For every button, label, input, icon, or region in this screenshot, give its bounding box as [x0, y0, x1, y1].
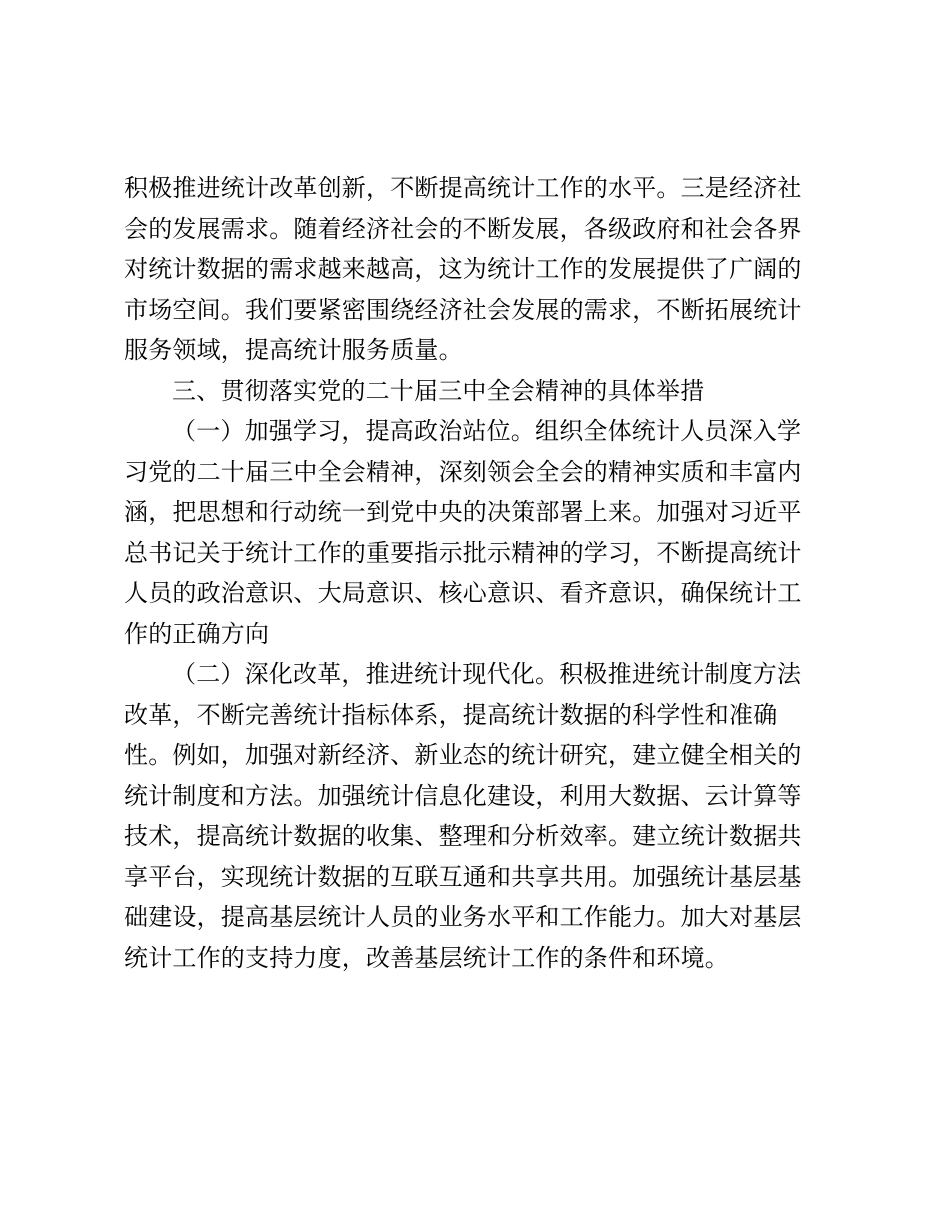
text-line: 人员的政治意识、大局意识、核心意识、看齐意识，确保统计工 — [124, 579, 802, 607]
text-line: 统计制度和方法。加强统计信息化建设，利用大数据、云计算等 — [124, 781, 802, 810]
subsection-heading-line: （二）深化改革，推进统计现代化。积极推进统计制度方法 — [172, 660, 802, 688]
text-line: 总书记关于统计工作的重要指示批示精神的学习，不断提高统计 — [124, 538, 802, 567]
section-heading: 三、贯彻落实党的二十届三中全会精神的具体举措 — [172, 376, 705, 405]
text-line: 享平台，实现统计数据的互联互通和共享共用。加强统计基层基 — [124, 862, 802, 891]
text-line: 础建设，提高基层统计人员的业务水平和工作能力。加大对基层 — [124, 903, 802, 931]
text-line: 涵，把思想和行动统一到党中央的决策部署上来。加强对习近平 — [124, 498, 802, 526]
text-line: 改革，不断完善统计指标体系，提高统计数据的科学性和准确 — [124, 700, 778, 729]
subsection-heading-line: （一）加强学习，提高政治站位。组织全体统计人员深入学 — [172, 417, 802, 445]
text-line: 作的正确方向 — [124, 619, 270, 648]
text-line: 技术，提高统计数据的收集、整理和分析效率。建立统计数据共 — [124, 822, 802, 850]
text-line: 市场空间。我们要紧密围绕经济社会发展的需求，不断拓展统计 — [124, 295, 802, 324]
text-line: 对统计数据的需求越来越高，这为统计工作的发展提供了广阔的 — [124, 255, 802, 283]
text-line: 积极推进统计改革创新，不断提高统计工作的水平。三是经济社 — [124, 174, 802, 202]
document-body — [124, 168, 844, 978]
text-line: 服务领域，提高统计服务质量。 — [124, 336, 463, 364]
text-line: 会的发展需求。随着经济社会的不断发展，各级政府和社会各界 — [124, 214, 802, 243]
text-line: 习党的二十届三中全会精神，深刻领会全会的精神实质和丰富内 — [124, 457, 802, 486]
text-line: 性。例如，加强对新经济、新业态的统计研究，建立健全相关的 — [124, 741, 802, 769]
text-line: 统计工作的支持力度，改善基层统计工作的条件和环境。 — [124, 943, 729, 972]
